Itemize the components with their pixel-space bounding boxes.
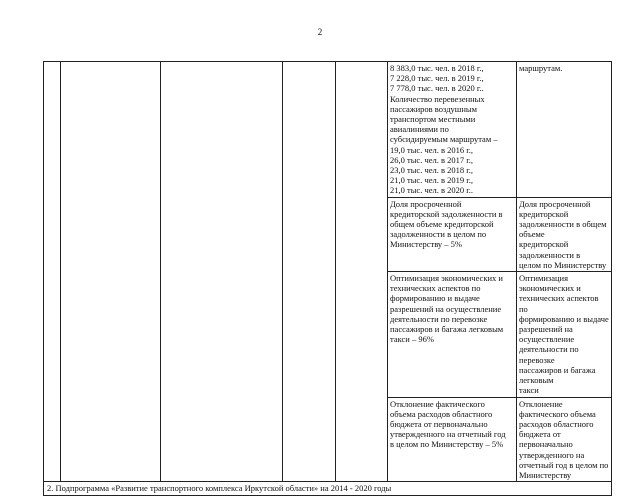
empty-column-cell: [283, 62, 336, 482]
goal-line: разрешений на осуществление: [519, 324, 575, 345]
goal-line: технических аспектов по: [519, 293, 599, 314]
indicator-line: общем объеме кредиторской: [390, 219, 494, 230]
subprogram-title: 2. Подпрограмма «Развитие транспортного комплекса Иркутской области» на 2014 - 2020 годы: [44, 482, 612, 496]
indicator-line: субсидируемым маршрутам –: [390, 134, 498, 145]
goal-cell: [517, 62, 612, 198]
indicator-line: такси – 96%: [390, 334, 434, 345]
indicator-line: пассажиров и багажа легковым: [390, 324, 504, 335]
indicator-line: бюджета от первоначально: [390, 418, 488, 429]
goal-line: Оптимизация экономических и: [519, 273, 581, 294]
goal-line: задолженности в общем объеме: [519, 219, 607, 240]
indicator-line: объема расходов областного: [390, 408, 493, 419]
indicator-line: 19,0 тыс. чел. в 2016 г.,: [390, 144, 474, 155]
goal-line: Министерству: [519, 469, 572, 480]
goal-line: Доля просроченной кредиторской: [519, 198, 591, 219]
indicator-cell: [388, 272, 517, 397]
goal-line: пассажиров и багажа легковым: [519, 364, 596, 386]
indicator-line: 21,0 тыс. чел. в 2019 г.,: [390, 175, 474, 186]
indicator-line: технических аспектов по: [390, 283, 481, 294]
indicator-line: в целом по Министерству – 5%: [390, 439, 504, 450]
indicator-line: 26,0 тыс. чел. в 2017 г.,: [390, 154, 474, 165]
empty-column-cell: [161, 62, 283, 482]
empty-column-cell: [61, 62, 161, 482]
indicator-line: формированию и выдаче: [390, 293, 480, 304]
goal-cell: [517, 197, 612, 271]
indicator-line: Отклонение фактического: [390, 398, 485, 409]
subprogram-row: [44, 482, 612, 496]
indicator-line: деятельности по перевозке: [390, 313, 488, 324]
goal-line: кредиторской задолженности в: [519, 239, 581, 260]
indicator-line: Оптимизация экономических и: [390, 273, 503, 284]
goal-cell: [517, 272, 612, 397]
indicator-line: транспортом местными: [390, 114, 476, 125]
empty-column-cell: [44, 62, 61, 482]
goal-line: маршрутам.: [519, 63, 563, 73]
indicator-line: 21,0 тыс. чел. в 2020 г..: [390, 185, 474, 196]
goal-line: такси: [519, 385, 539, 396]
indicator-line: задолженности в целом по: [390, 229, 487, 240]
indicator-line: утвержденного на отчетный год: [390, 429, 506, 440]
goal-line: отчетный год в целом по: [519, 459, 609, 470]
page-number: 2: [317, 27, 323, 37]
goal-line: целом по Министерству: [519, 259, 607, 270]
goal-line: первоначально утвержденного на: [519, 439, 585, 460]
indicator-line: кредиторской задолженности в: [390, 208, 503, 219]
indicator-line: Министерству – 5%: [390, 239, 463, 250]
indicator-line: Количество перевезенных: [390, 93, 485, 104]
goal-line: Отклонение фактического объема: [519, 398, 596, 419]
empty-column-cell: [336, 62, 388, 482]
indicator-cell: [388, 197, 517, 271]
indicator-line: авиалиниями по: [390, 124, 449, 135]
goal-line: формированию и выдаче: [519, 313, 609, 324]
indicator-cell: [388, 397, 517, 482]
table-row: [44, 62, 612, 198]
goal-cell: [517, 397, 612, 482]
indicator-line: пассажиров воздушным: [390, 103, 477, 114]
indicator-line: 23,0 тыс. чел. в 2018 г.,: [390, 165, 474, 176]
goal-line: расходов областного бюджета от: [519, 418, 594, 440]
indicator-line: 7 228,0 тыс. чел. в 2019 г.,: [390, 73, 484, 84]
program-table: [43, 61, 612, 496]
indicator-cell: [388, 62, 517, 198]
indicator-line: 8 383,0 тыс. чел. в 2018 г.,: [390, 63, 484, 73]
indicator-line: разрешений на осуществление: [390, 303, 502, 314]
indicator-line: Доля просроченной: [390, 198, 462, 209]
goal-line: деятельности по перевозке: [519, 344, 579, 365]
indicator-line: 7 778,0 тыс. чел. в 2020 г..: [390, 83, 484, 94]
